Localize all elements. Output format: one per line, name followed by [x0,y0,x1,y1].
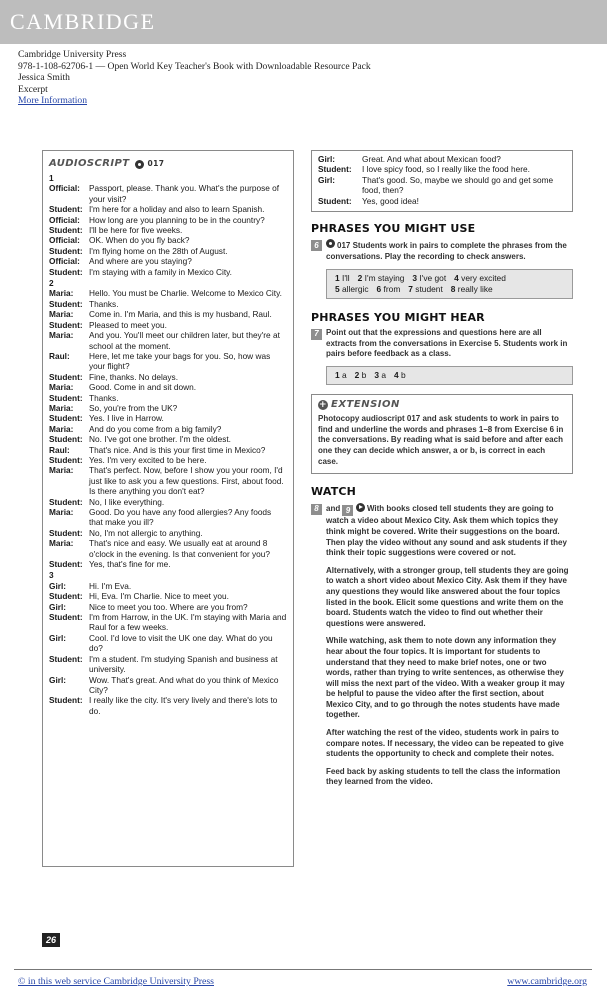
dialogue-line [49,351,287,372]
speaker-text: Nice to meet you too. Where are you from? [89,601,248,612]
watch-paragraph: Feed back by asking students to tell the class the information they learned from the video. [326,766,561,787]
speaker-name: Girl: [318,154,336,164]
answer-text: student [415,283,443,294]
speaker-name: Girl: [49,632,67,643]
phrases-use-instruction [311,239,573,262]
answer-item [335,284,369,294]
watch-first-paragraph: With books closed tell students they are going to watch a video about Mexico City. Ask them which topics they think might be covered. Write their suggestions on the board. Then play the video without any sound and ask students if they think their topic suggestions were covered or not. [326,503,567,558]
dialogue-line [49,288,287,298]
answer-text: I'm staying [364,272,405,283]
answer-text: very excited [461,272,506,283]
speaker-name: Maria: [49,402,74,413]
speaker-text: Yes. I live in Harrow. [89,413,164,424]
answer-text: from [383,283,401,294]
answer-text: b [401,369,406,380]
dialogue-line [49,235,287,245]
dialogue-line [49,465,287,496]
page-number: 26 [42,933,60,947]
answer-item [335,370,347,380]
speaker-text: Yes. I'm very excited to be here. [89,454,207,465]
speaker-name: Raul: [49,350,70,361]
speaker-text: Thanks. [89,298,119,309]
speaker-name: Girl: [318,174,336,185]
speaker-name: Student: [318,195,352,206]
speaker-name: Maria: [49,423,74,434]
audioscript-box [42,150,294,867]
speaker-text: That's good. So, maybe we should go and get some food, then? [362,174,554,196]
audioscript-track: 017 [147,159,165,169]
exercise-number-badge: 6 [311,240,322,251]
phrases-hear-answers [326,366,573,385]
speaker-text: I'll be here for five weeks. [89,225,183,236]
answer-text: allergic [342,283,369,294]
speaker-name: Official: [49,214,80,225]
dialogue-line [49,393,287,403]
answer-text: b [361,369,367,380]
speaker-text: Hi. I'm Eva. [89,580,132,591]
watch-paragraph: Alternatively, with a stronger group, tell students they are going to watch a short video about Mexico City. Ask them if they have any questions they would like answered about the four topics listed in the book. Elicit some questions and write them on the board. Students watch the video to find out whether their questions were answered. [326,565,569,628]
answer-number: 4 [394,369,399,380]
dialogue-line [49,602,287,612]
part-number: 3 [49,570,54,581]
speaker-name: Student: [49,612,83,623]
answer-number: 1 [335,272,340,283]
answer-number: 6 [376,283,382,294]
speaker-name: Student: [49,434,83,445]
dialogue-line [49,204,287,214]
dialogue-line [49,267,287,277]
extension-title: EXTENSION [331,398,400,410]
speaker-text: Good. Do you have any food allergies? Any foods that make you ill? [89,507,272,528]
more-information-link[interactable]: More Information [18,95,88,107]
publisher-name: Cambridge University Press [18,49,127,60]
watch-instruction [311,503,573,559]
speaker-name: Student: [49,392,83,403]
speaker-text: Yes, good idea! [362,195,419,206]
speaker-text: Yes, that's fine for me. [89,559,171,570]
dialogue-line [49,413,287,423]
watch-title: WATCH [311,485,357,499]
answer-item [454,273,506,283]
dialogue-line [49,591,287,601]
dialogue-line [49,528,287,538]
speaker-text: Passport, please. Thank you. What's the purpose of your visit? [89,183,280,204]
speaker-text: And do you come from a big family? [89,423,222,434]
answer-text: I'll [342,272,350,283]
speaker-text: OK. When do you fly back? [89,235,190,246]
speaker-text: Come in. I'm Maria, and this is my husband, Raul. [89,309,272,320]
speaker-name: Student: [49,695,83,706]
cambridge-logo: CAMBRIDGE [10,9,156,34]
answer-item [374,370,386,380]
speaker-text: No. I've got one brother. I'm the oldest. [89,434,231,445]
extension-text: Photocopy audioscript 017 and ask students to work in pairs to find and underline the words and phrases 1–8 from Exercise 6 in the conversations. By reading what is said before and after each one they can decide which answer, a or b, is correct in each case. [318,414,564,466]
part-number: 2 [49,278,54,289]
speaker-name: Maria: [49,330,74,341]
speaker-name: Student: [49,371,83,382]
audioscript-heading [49,157,287,172]
dialogue-line [49,424,287,434]
speaker-text: That's nice and easy. We usually eat at around 8 o'clock in the evening. Is that convenient for you? [89,538,271,559]
phrases-hear-instruction [311,328,573,360]
speaker-text: I love spicy food, so I really like the food here. [362,164,530,175]
speaker-name: Girl: [49,674,67,685]
speaker-text: I'm a student. I'm studying Spanish and business at university. [89,653,278,675]
speaker-text: So, you're from the UK? [89,402,178,413]
dialogue-line [49,455,287,465]
speaker-name: Student: [49,204,83,215]
dialogue-line [318,154,566,164]
dialogue-line [49,225,287,235]
answer-text: really like [457,283,493,294]
answer-item [408,284,442,294]
watch-paragraphs [311,566,573,788]
exercise-number-badge: 8 [311,504,322,515]
copyright-link[interactable]: © in this web service Cambridge University Press [18,976,214,987]
answer-number: 7 [408,283,413,294]
answers-row [335,284,564,295]
answer-item [394,370,406,380]
answer-number: 1 [335,369,340,380]
speaker-text: Fine, thanks. No delays. [89,371,179,382]
dialogue-line [49,183,287,204]
speaker-name: Student: [49,266,83,277]
dialogue-line [49,403,287,413]
dialogue-line [49,675,287,696]
speaker-text: I really like the city. It's very lively and there's lots to do. [89,695,278,716]
speaker-text: Cool. I'd love to visit the UK one day. What do you do? [89,632,273,654]
speaker-name: Student: [49,225,83,236]
speaker-name: Student: [49,591,83,602]
watch-paragraph: While watching, ask them to note down any information they hear about the four topics. It is important for students to understand that they need to make brief notes, one or two words, rather than trying to write sentences, as otherwise they will miss the next part of the video. With a weaker group it may be helpful to pause the video after the first section, about Mexico City, and to go through the notes students have made together. [326,636,565,720]
speaker-name: Maria: [49,382,74,393]
dialogue-line [49,538,287,559]
dialogue-line [49,497,287,507]
answers-row [335,273,564,284]
dialogue-line [49,633,287,654]
answer-item [412,273,446,283]
audio-cd-icon [326,239,335,248]
speaker-text: No, I like everything. [89,496,165,507]
speaker-name: Student: [49,559,83,570]
answer-item [355,370,367,380]
book-isbn-title: 978-1-108-62706-1 — Open World Key Teacher's Book with Downloadable Resource Pack [18,60,371,72]
dialogue-line [318,196,566,206]
speaker-name: Official: [49,235,80,246]
phrases-hear-title: PHRASES YOU MIGHT HEAR [311,310,485,324]
exercise-number-badge: 7 [311,329,322,340]
speaker-name: Student: [49,454,83,465]
speaker-name: Student: [49,319,83,330]
dialogue-line [49,330,287,351]
answer-number: 4 [454,272,459,283]
speaker-text: No, I'm not allergic to anything. [89,527,203,538]
speaker-name: Student: [49,298,83,309]
phrases-use-track: 017 [337,241,351,251]
phrases-use-text: Students work in pairs to complete the phrases from the conversations. Play the recording to check answers. [326,241,567,262]
plus-circle-icon: + [318,400,328,411]
speaker-name: Maria: [49,507,74,517]
speaker-name: Maria: [49,309,74,320]
dialogue-line [49,372,287,382]
part-number: 1 [49,173,54,183]
dialogue-line [318,175,566,196]
speaker-text: I'm from Harrow, in the UK. I'm staying with Maria and Raul for a few weeks. [89,612,287,633]
speaker-text: Good. Come in and sit down. [89,382,196,393]
speaker-text: That's perfect. Now, before I show you your room, I'd just like to ask you a few questions. First, about food. Is there anything you don't eat? [89,465,284,497]
speaker-text: And where are you staying? [89,256,192,267]
dialogue-line [318,164,566,174]
speaker-name: Raul: [49,444,70,455]
speaker-text: That's nice. And is this your first time in Mexico? [89,444,266,455]
speaker-text: Hello. You must be Charlie. Welcome to Mexico City. [89,288,282,299]
audio-cd-icon [135,160,144,169]
extension-box [311,394,573,474]
exercise-number-badge: 9 [342,505,353,516]
dialogue-line [49,507,287,528]
speaker-name: Student: [49,245,83,256]
dialogue-line [49,382,287,392]
dialogue-line [49,215,287,225]
answer-number: 3 [374,369,380,380]
speaker-name: Student: [49,527,83,538]
speaker-text: Thanks. [89,392,119,403]
audioscript-continuation [311,150,573,212]
answer-item [377,284,401,294]
answer-number: 2 [357,272,363,283]
speaker-text: Wow. That's great. And what do you think of Mexico City? [89,674,279,695]
speaker-name: Maria: [49,465,74,476]
speaker-text: How long are you planning to be in the country? [89,214,265,225]
dialogue-line [49,559,287,569]
answer-item [358,273,405,283]
speaker-name: Maria: [49,538,74,549]
footer-divider [14,969,592,970]
page-body [0,140,607,960]
dialogue-line [49,445,287,455]
answer-text: a [381,369,387,380]
speaker-name: Girl: [49,601,67,612]
and-word: and [326,503,341,513]
dialogue-line [49,299,287,309]
answer-number: 2 [354,369,360,380]
book-meta [18,49,371,107]
dialogue-line [49,309,287,319]
watch-paragraph: After watching the rest of the video, students work in pairs to compare notes. If necessary, the video can be repeated to give students the opportunity to check and complete their notes. [326,728,564,759]
speaker-name: Student: [49,653,83,664]
book-author: Jessica Smith [18,72,70,84]
speaker-name: Student: [49,413,83,424]
publisher-banner [0,0,607,44]
speaker-name: Official: [49,183,80,194]
speaker-name: Student: [49,496,83,507]
answer-item [335,273,350,283]
speaker-text: And you. You'll meet our children later, but they're at school at the moment. [89,330,280,351]
dialogue-line [49,695,287,716]
speaker-text: I'm flying home on the 28th of August. [89,245,228,256]
dialogue-line [49,256,287,266]
speaker-text: Pleased to meet you. [89,319,167,330]
answer-number: 5 [335,283,340,294]
video-play-icon [356,503,365,512]
dialogue-line [49,612,287,633]
audioscript-parts [49,173,287,716]
speaker-text: Here, let me take your bags for you. So, how was your flight? [89,350,271,372]
answer-number: 8 [450,283,456,294]
speaker-text: Great. And what about Mexican food? [362,154,501,164]
answer-item [451,284,493,294]
extension-heading [318,400,566,410]
dialogue-line [49,581,287,591]
phrases-use-answers [326,269,573,299]
phrases-hear-text: Point out that the expressions and questions here are all extracts from the conversations in Exercise 5. Students work in pairs before feedback as a class. [326,328,568,359]
dialogue-line [49,320,287,330]
speaker-name: Official: [49,256,80,267]
speaker-text: Hi, Eva. I'm Charlie. Nice to meet you. [89,591,229,602]
speaker-name: Girl: [49,580,67,591]
answer-text: I've got [419,272,447,283]
right-column [311,150,573,788]
speaker-text: I'm staying with a family in Mexico City. [89,266,232,277]
speaker-name: Student: [318,164,352,175]
dialogue-line [49,246,287,256]
dialogue-line [49,434,287,444]
phrases-use-title: PHRASES YOU MIGHT USE [311,222,476,236]
dialogue-line [49,654,287,675]
continuation-lines [318,154,566,206]
answers-row [335,370,564,381]
excerpt-label: Excerpt [18,83,48,95]
cambridge-website-link[interactable]: www.cambridge.org [507,976,587,987]
answer-number: 3 [412,272,418,283]
audioscript-title: AUDIOSCRIPT [49,158,130,170]
speaker-text: I'm here for a holiday and also to learn Spanish. [89,204,265,215]
answer-text: a [342,369,347,380]
speaker-name: Maria: [49,288,74,299]
